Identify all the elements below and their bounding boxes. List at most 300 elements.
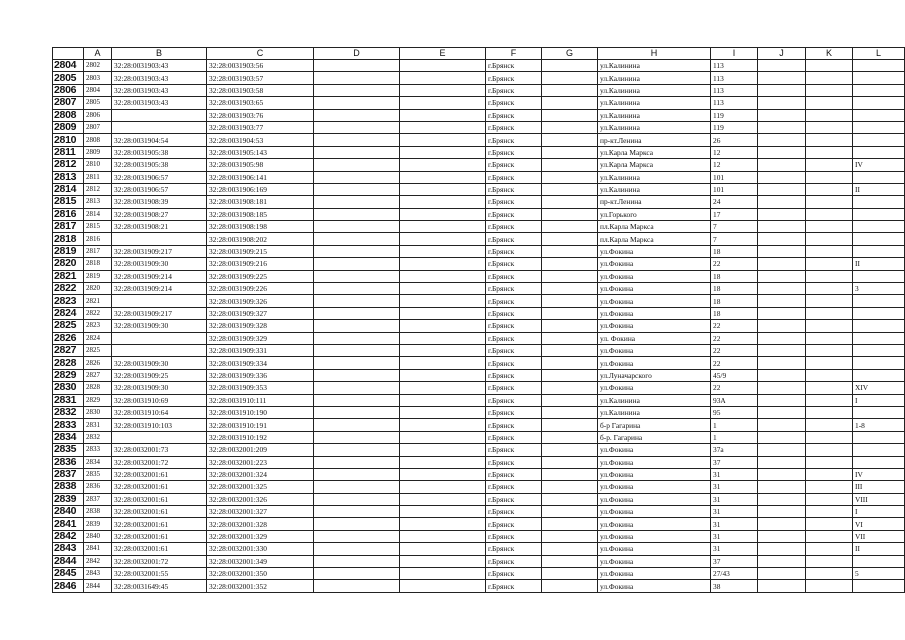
col-d-cell[interactable]: [314, 357, 400, 369]
row-number-header[interactable]: [53, 48, 84, 60]
col-k-cell[interactable]: [806, 555, 853, 567]
col-f-cell[interactable]: г.Брянск: [486, 221, 542, 233]
col-b-cell[interactable]: 32:28:0031903:43: [112, 97, 207, 109]
col-i-cell[interactable]: 12: [711, 159, 758, 171]
col-f-cell[interactable]: г.Брянск: [486, 406, 542, 418]
col-c-cell[interactable]: 32:28:0032001:352: [207, 580, 314, 592]
col-j-cell[interactable]: [758, 320, 806, 332]
col-d-cell[interactable]: [314, 159, 400, 171]
column-header-l[interactable]: L: [853, 48, 905, 60]
col-c-cell[interactable]: 32:28:0031908:198: [207, 221, 314, 233]
col-h-cell[interactable]: ул.Фокина: [598, 481, 711, 493]
col-l-cell[interactable]: [853, 84, 905, 96]
col-c-cell[interactable]: 32:28:0031910:192: [207, 431, 314, 443]
col-h-cell[interactable]: ул.Фокина: [598, 245, 711, 257]
col-d-cell[interactable]: [314, 369, 400, 381]
col-e-cell[interactable]: [400, 270, 486, 282]
col-c-cell[interactable]: 32:28:0031909:336: [207, 369, 314, 381]
col-d-cell[interactable]: [314, 84, 400, 96]
col-k-cell[interactable]: [806, 481, 853, 493]
col-k-cell[interactable]: [806, 568, 853, 580]
col-h-cell[interactable]: ул.Фокина: [598, 468, 711, 480]
col-j-cell[interactable]: [758, 159, 806, 171]
col-b-cell[interactable]: 32:28:0032001:61: [112, 493, 207, 505]
col-h-cell[interactable]: пл.Карла Маркса: [598, 233, 711, 245]
row-number-cell[interactable]: 2813: [53, 171, 84, 183]
col-d-cell[interactable]: [314, 97, 400, 109]
col-l-cell[interactable]: [853, 221, 905, 233]
col-i-cell[interactable]: 95: [711, 406, 758, 418]
row-number-cell[interactable]: 2836: [53, 456, 84, 468]
col-d-cell[interactable]: [314, 568, 400, 580]
col-g-cell[interactable]: [542, 320, 598, 332]
col-c-cell[interactable]: 32:28:0031908:202: [207, 233, 314, 245]
col-d-cell[interactable]: [314, 196, 400, 208]
col-h-cell[interactable]: ул.Калинина: [598, 394, 711, 406]
col-k-cell[interactable]: [806, 357, 853, 369]
col-f-cell[interactable]: г.Брянск: [486, 307, 542, 319]
col-c-cell[interactable]: 32:28:0031903:65: [207, 97, 314, 109]
col-a-cell[interactable]: 2802: [84, 60, 112, 72]
col-g-cell[interactable]: [542, 431, 598, 443]
col-l-cell[interactable]: [853, 146, 905, 158]
col-c-cell[interactable]: 32:28:0031904:53: [207, 134, 314, 146]
col-a-cell[interactable]: 2827: [84, 369, 112, 381]
col-i-cell[interactable]: 119: [711, 121, 758, 133]
col-g-cell[interactable]: [542, 97, 598, 109]
col-c-cell[interactable]: 32:28:0032001:350: [207, 568, 314, 580]
col-h-cell[interactable]: ул.Фокина: [598, 530, 711, 542]
col-d-cell[interactable]: [314, 60, 400, 72]
col-e-cell[interactable]: [400, 60, 486, 72]
col-b-cell[interactable]: [112, 121, 207, 133]
row-number-cell[interactable]: 2809: [53, 121, 84, 133]
col-h-cell[interactable]: пл.Карла Маркса: [598, 221, 711, 233]
col-d-cell[interactable]: [314, 283, 400, 295]
col-l-cell[interactable]: II: [853, 543, 905, 555]
col-g-cell[interactable]: [542, 146, 598, 158]
col-i-cell[interactable]: 101: [711, 171, 758, 183]
col-h-cell[interactable]: ул.Калинина: [598, 97, 711, 109]
col-e-cell[interactable]: [400, 97, 486, 109]
col-e-cell[interactable]: [400, 307, 486, 319]
col-j-cell[interactable]: [758, 518, 806, 530]
col-f-cell[interactable]: г.Брянск: [486, 146, 542, 158]
row-number-cell[interactable]: 2841: [53, 518, 84, 530]
col-h-cell[interactable]: ул.Фокина: [598, 295, 711, 307]
col-h-cell[interactable]: пр-кт.Ленина: [598, 196, 711, 208]
col-j-cell[interactable]: [758, 543, 806, 555]
col-h-cell[interactable]: ул.Горького: [598, 208, 711, 220]
col-i-cell[interactable]: 113: [711, 97, 758, 109]
col-h-cell[interactable]: ул.Фокина: [598, 258, 711, 270]
col-k-cell[interactable]: [806, 196, 853, 208]
col-j-cell[interactable]: [758, 493, 806, 505]
col-i-cell[interactable]: 1: [711, 431, 758, 443]
col-d-cell[interactable]: [314, 208, 400, 220]
col-j-cell[interactable]: [758, 121, 806, 133]
col-g-cell[interactable]: [542, 196, 598, 208]
col-i-cell[interactable]: 31: [711, 468, 758, 480]
col-c-cell[interactable]: 32:28:0032001:326: [207, 493, 314, 505]
col-f-cell[interactable]: г.Брянск: [486, 431, 542, 443]
col-k-cell[interactable]: [806, 121, 853, 133]
col-a-cell[interactable]: 2805: [84, 97, 112, 109]
col-g-cell[interactable]: [542, 72, 598, 84]
col-g-cell[interactable]: [542, 406, 598, 418]
col-b-cell[interactable]: 32:28:0032001:61: [112, 481, 207, 493]
col-f-cell[interactable]: г.Брянск: [486, 134, 542, 146]
col-j-cell[interactable]: [758, 84, 806, 96]
col-e-cell[interactable]: [400, 245, 486, 257]
col-e-cell[interactable]: [400, 72, 486, 84]
col-a-cell[interactable]: 2842: [84, 555, 112, 567]
col-k-cell[interactable]: [806, 60, 853, 72]
col-k-cell[interactable]: [806, 171, 853, 183]
col-k-cell[interactable]: [806, 344, 853, 356]
col-a-cell[interactable]: 2816: [84, 233, 112, 245]
col-l-cell[interactable]: [853, 357, 905, 369]
col-j-cell[interactable]: [758, 183, 806, 195]
col-e-cell[interactable]: [400, 121, 486, 133]
col-g-cell[interactable]: [542, 369, 598, 381]
col-g-cell[interactable]: [542, 245, 598, 257]
col-g-cell[interactable]: [542, 419, 598, 431]
column-header-h[interactable]: H: [598, 48, 711, 60]
col-k-cell[interactable]: [806, 221, 853, 233]
col-c-cell[interactable]: 32:28:0031910:111: [207, 394, 314, 406]
col-c-cell[interactable]: 32:28:0031908:185: [207, 208, 314, 220]
row-number-cell[interactable]: 2812: [53, 159, 84, 171]
col-a-cell[interactable]: 2819: [84, 270, 112, 282]
col-a-cell[interactable]: 2832: [84, 431, 112, 443]
col-f-cell[interactable]: г.Брянск: [486, 233, 542, 245]
col-a-cell[interactable]: 2828: [84, 382, 112, 394]
col-h-cell[interactable]: ул.Карла Маркса: [598, 159, 711, 171]
col-f-cell[interactable]: г.Брянск: [486, 60, 542, 72]
col-b-cell[interactable]: [112, 332, 207, 344]
col-b-cell[interactable]: [112, 233, 207, 245]
col-h-cell[interactable]: ул.Фокина: [598, 568, 711, 580]
row-number-cell[interactable]: 2818: [53, 233, 84, 245]
col-l-cell[interactable]: IV: [853, 159, 905, 171]
col-l-cell[interactable]: [853, 233, 905, 245]
col-g-cell[interactable]: [542, 283, 598, 295]
col-c-cell[interactable]: 32:28:0031909:216: [207, 258, 314, 270]
col-e-cell[interactable]: [400, 406, 486, 418]
row-number-cell[interactable]: 2828: [53, 357, 84, 369]
col-h-cell[interactable]: ул.Фокина: [598, 382, 711, 394]
col-d-cell[interactable]: [314, 580, 400, 592]
col-h-cell[interactable]: пр-кт.Ленина: [598, 134, 711, 146]
col-i-cell[interactable]: 93А: [711, 394, 758, 406]
row-number-cell[interactable]: 2817: [53, 221, 84, 233]
col-c-cell[interactable]: 32:28:0031906:169: [207, 183, 314, 195]
col-i-cell[interactable]: 24: [711, 196, 758, 208]
col-f-cell[interactable]: г.Брянск: [486, 295, 542, 307]
col-f-cell[interactable]: г.Брянск: [486, 320, 542, 332]
col-e-cell[interactable]: [400, 382, 486, 394]
col-h-cell[interactable]: ул.Калинина: [598, 406, 711, 418]
col-e-cell[interactable]: [400, 543, 486, 555]
col-k-cell[interactable]: [806, 84, 853, 96]
col-d-cell[interactable]: [314, 431, 400, 443]
col-f-cell[interactable]: г.Брянск: [486, 468, 542, 480]
col-l-cell[interactable]: [853, 320, 905, 332]
col-c-cell[interactable]: 32:28:0032001:325: [207, 481, 314, 493]
col-i-cell[interactable]: 101: [711, 183, 758, 195]
col-f-cell[interactable]: г.Брянск: [486, 208, 542, 220]
row-number-cell[interactable]: 2840: [53, 506, 84, 518]
col-c-cell[interactable]: 32:28:0031905:143: [207, 146, 314, 158]
col-j-cell[interactable]: [758, 444, 806, 456]
col-k-cell[interactable]: [806, 419, 853, 431]
col-g-cell[interactable]: [542, 506, 598, 518]
col-g-cell[interactable]: [542, 221, 598, 233]
col-j-cell[interactable]: [758, 357, 806, 369]
col-d-cell[interactable]: [314, 394, 400, 406]
column-header-b[interactable]: B: [112, 48, 207, 60]
row-number-cell[interactable]: 2824: [53, 307, 84, 319]
col-l-cell[interactable]: [853, 431, 905, 443]
column-header-a[interactable]: A: [84, 48, 112, 60]
col-k-cell[interactable]: [806, 444, 853, 456]
col-f-cell[interactable]: г.Брянск: [486, 109, 542, 121]
col-e-cell[interactable]: [400, 431, 486, 443]
col-k-cell[interactable]: [806, 493, 853, 505]
column-header-j[interactable]: J: [758, 48, 806, 60]
col-j-cell[interactable]: [758, 221, 806, 233]
col-d-cell[interactable]: [314, 493, 400, 505]
col-e-cell[interactable]: [400, 233, 486, 245]
col-b-cell[interactable]: 32:28:0032001:73: [112, 444, 207, 456]
col-h-cell[interactable]: ул.Калинина: [598, 60, 711, 72]
col-b-cell[interactable]: 32:28:0031909:214: [112, 283, 207, 295]
col-j-cell[interactable]: [758, 481, 806, 493]
col-j-cell[interactable]: [758, 344, 806, 356]
col-g-cell[interactable]: [542, 481, 598, 493]
col-l-cell[interactable]: [853, 72, 905, 84]
col-l-cell[interactable]: VII: [853, 530, 905, 542]
col-c-cell[interactable]: 32:28:0031903:56: [207, 60, 314, 72]
col-j-cell[interactable]: [758, 530, 806, 542]
col-j-cell[interactable]: [758, 283, 806, 295]
col-a-cell[interactable]: 2834: [84, 456, 112, 468]
col-i-cell[interactable]: 22: [711, 320, 758, 332]
col-h-cell[interactable]: ул.Карла Маркса: [598, 146, 711, 158]
col-k-cell[interactable]: [806, 382, 853, 394]
col-a-cell[interactable]: 2836: [84, 481, 112, 493]
col-c-cell[interactable]: 32:28:0031909:327: [207, 307, 314, 319]
col-e-cell[interactable]: [400, 394, 486, 406]
col-h-cell[interactable]: ул.Луначарского: [598, 369, 711, 381]
col-l-cell[interactable]: [853, 196, 905, 208]
col-j-cell[interactable]: [758, 307, 806, 319]
col-i-cell[interactable]: 1: [711, 419, 758, 431]
column-header-g[interactable]: G: [542, 48, 598, 60]
col-c-cell[interactable]: 32:28:0032001:328: [207, 518, 314, 530]
col-i-cell[interactable]: 12: [711, 146, 758, 158]
col-c-cell[interactable]: 32:28:0031909:331: [207, 344, 314, 356]
col-h-cell[interactable]: ул. Фокина: [598, 332, 711, 344]
col-k-cell[interactable]: [806, 270, 853, 282]
col-h-cell[interactable]: ул.Фокина: [598, 518, 711, 530]
col-b-cell[interactable]: 32:28:0031909:30: [112, 258, 207, 270]
col-d-cell[interactable]: [314, 121, 400, 133]
col-e-cell[interactable]: [400, 332, 486, 344]
col-h-cell[interactable]: ул.Калинина: [598, 183, 711, 195]
row-number-cell[interactable]: 2805: [53, 72, 84, 84]
col-j-cell[interactable]: [758, 431, 806, 443]
col-k-cell[interactable]: [806, 283, 853, 295]
col-b-cell[interactable]: 32:28:0031909:30: [112, 382, 207, 394]
col-i-cell[interactable]: 37а: [711, 444, 758, 456]
col-c-cell[interactable]: 32:28:0031909:328: [207, 320, 314, 332]
col-b-cell[interactable]: 32:28:0031908:39: [112, 196, 207, 208]
col-g-cell[interactable]: [542, 468, 598, 480]
row-number-cell[interactable]: 2814: [53, 183, 84, 195]
col-l-cell[interactable]: [853, 121, 905, 133]
col-k-cell[interactable]: [806, 245, 853, 257]
col-g-cell[interactable]: [542, 580, 598, 592]
row-number-cell[interactable]: 2838: [53, 481, 84, 493]
col-c-cell[interactable]: 32:28:0031910:191: [207, 419, 314, 431]
col-l-cell[interactable]: 3: [853, 283, 905, 295]
col-l-cell[interactable]: [853, 171, 905, 183]
col-i-cell[interactable]: 38: [711, 580, 758, 592]
col-i-cell[interactable]: 37: [711, 456, 758, 468]
col-k-cell[interactable]: [806, 406, 853, 418]
col-k-cell[interactable]: [806, 183, 853, 195]
col-j-cell[interactable]: [758, 419, 806, 431]
col-c-cell[interactable]: 32:28:0031909:215: [207, 245, 314, 257]
col-a-cell[interactable]: 2841: [84, 543, 112, 555]
col-f-cell[interactable]: г.Брянск: [486, 84, 542, 96]
col-e-cell[interactable]: [400, 357, 486, 369]
col-l-cell[interactable]: VIII: [853, 493, 905, 505]
col-b-cell[interactable]: 32:28:0031909:30: [112, 357, 207, 369]
col-b-cell[interactable]: [112, 109, 207, 121]
col-f-cell[interactable]: г.Брянск: [486, 332, 542, 344]
col-a-cell[interactable]: 2815: [84, 221, 112, 233]
col-i-cell[interactable]: 31: [711, 518, 758, 530]
col-g-cell[interactable]: [542, 493, 598, 505]
col-b-cell[interactable]: 32:28:0031910:69: [112, 394, 207, 406]
col-g-cell[interactable]: [542, 444, 598, 456]
col-a-cell[interactable]: 2829: [84, 394, 112, 406]
col-j-cell[interactable]: [758, 245, 806, 257]
col-e-cell[interactable]: [400, 171, 486, 183]
row-number-cell[interactable]: 2834: [53, 431, 84, 443]
col-b-cell[interactable]: 32:28:0032001:61: [112, 530, 207, 542]
col-h-cell[interactable]: ул.Фокина: [598, 307, 711, 319]
col-a-cell[interactable]: 2833: [84, 444, 112, 456]
col-j-cell[interactable]: [758, 109, 806, 121]
col-l-cell[interactable]: [853, 406, 905, 418]
col-j-cell[interactable]: [758, 369, 806, 381]
col-f-cell[interactable]: г.Брянск: [486, 171, 542, 183]
col-b-cell[interactable]: 32:28:0031903:43: [112, 60, 207, 72]
col-e-cell[interactable]: [400, 493, 486, 505]
col-e-cell[interactable]: [400, 196, 486, 208]
col-f-cell[interactable]: г.Брянск: [486, 121, 542, 133]
row-number-cell[interactable]: 2832: [53, 406, 84, 418]
row-number-cell[interactable]: 2820: [53, 258, 84, 270]
col-c-cell[interactable]: 32:28:0031903:76: [207, 109, 314, 121]
row-number-cell[interactable]: 2839: [53, 493, 84, 505]
col-f-cell[interactable]: г.Брянск: [486, 283, 542, 295]
col-a-cell[interactable]: 2831: [84, 419, 112, 431]
col-e-cell[interactable]: [400, 506, 486, 518]
row-number-cell[interactable]: 2826: [53, 332, 84, 344]
row-number-cell[interactable]: 2806: [53, 84, 84, 96]
col-e-cell[interactable]: [400, 183, 486, 195]
col-f-cell[interactable]: г.Брянск: [486, 245, 542, 257]
col-a-cell[interactable]: 2843: [84, 568, 112, 580]
row-number-cell[interactable]: 2830: [53, 382, 84, 394]
col-a-cell[interactable]: 2837: [84, 493, 112, 505]
col-k-cell[interactable]: [806, 332, 853, 344]
col-e-cell[interactable]: [400, 320, 486, 332]
row-number-cell[interactable]: 2845: [53, 568, 84, 580]
row-number-cell[interactable]: 2822: [53, 283, 84, 295]
col-d-cell[interactable]: [314, 555, 400, 567]
col-a-cell[interactable]: 2838: [84, 506, 112, 518]
col-a-cell[interactable]: 2806: [84, 109, 112, 121]
col-g-cell[interactable]: [542, 258, 598, 270]
row-number-cell[interactable]: 2842: [53, 530, 84, 542]
col-g-cell[interactable]: [542, 344, 598, 356]
col-d-cell[interactable]: [314, 444, 400, 456]
col-a-cell[interactable]: 2818: [84, 258, 112, 270]
col-e-cell[interactable]: [400, 159, 486, 171]
col-d-cell[interactable]: [314, 270, 400, 282]
col-i-cell[interactable]: 113: [711, 60, 758, 72]
col-i-cell[interactable]: 31: [711, 481, 758, 493]
col-b-cell[interactable]: 32:28:0031903:43: [112, 84, 207, 96]
col-e-cell[interactable]: [400, 221, 486, 233]
col-a-cell[interactable]: 2820: [84, 283, 112, 295]
col-e-cell[interactable]: [400, 555, 486, 567]
col-d-cell[interactable]: [314, 468, 400, 480]
col-a-cell[interactable]: 2809: [84, 146, 112, 158]
col-b-cell[interactable]: 32:28:0032001:55: [112, 568, 207, 580]
col-f-cell[interactable]: г.Брянск: [486, 183, 542, 195]
col-b-cell[interactable]: 32:28:0031903:43: [112, 72, 207, 84]
col-i-cell[interactable]: 7: [711, 233, 758, 245]
col-e-cell[interactable]: [400, 369, 486, 381]
col-g-cell[interactable]: [542, 84, 598, 96]
col-i-cell[interactable]: 45/9: [711, 369, 758, 381]
col-j-cell[interactable]: [758, 580, 806, 592]
col-d-cell[interactable]: [314, 258, 400, 270]
col-d-cell[interactable]: [314, 320, 400, 332]
col-i-cell[interactable]: 31: [711, 493, 758, 505]
col-b-cell[interactable]: 32:28:0031910:103: [112, 419, 207, 431]
col-e-cell[interactable]: [400, 134, 486, 146]
col-f-cell[interactable]: г.Брянск: [486, 382, 542, 394]
col-i-cell[interactable]: 17: [711, 208, 758, 220]
col-b-cell[interactable]: 32:28:0031905:38: [112, 146, 207, 158]
col-a-cell[interactable]: 2844: [84, 580, 112, 592]
col-e-cell[interactable]: [400, 456, 486, 468]
col-g-cell[interactable]: [542, 382, 598, 394]
col-f-cell[interactable]: г.Брянск: [486, 357, 542, 369]
column-header-i[interactable]: I: [711, 48, 758, 60]
row-number-cell[interactable]: 2811: [53, 146, 84, 158]
col-e-cell[interactable]: [400, 109, 486, 121]
col-g-cell[interactable]: [542, 357, 598, 369]
